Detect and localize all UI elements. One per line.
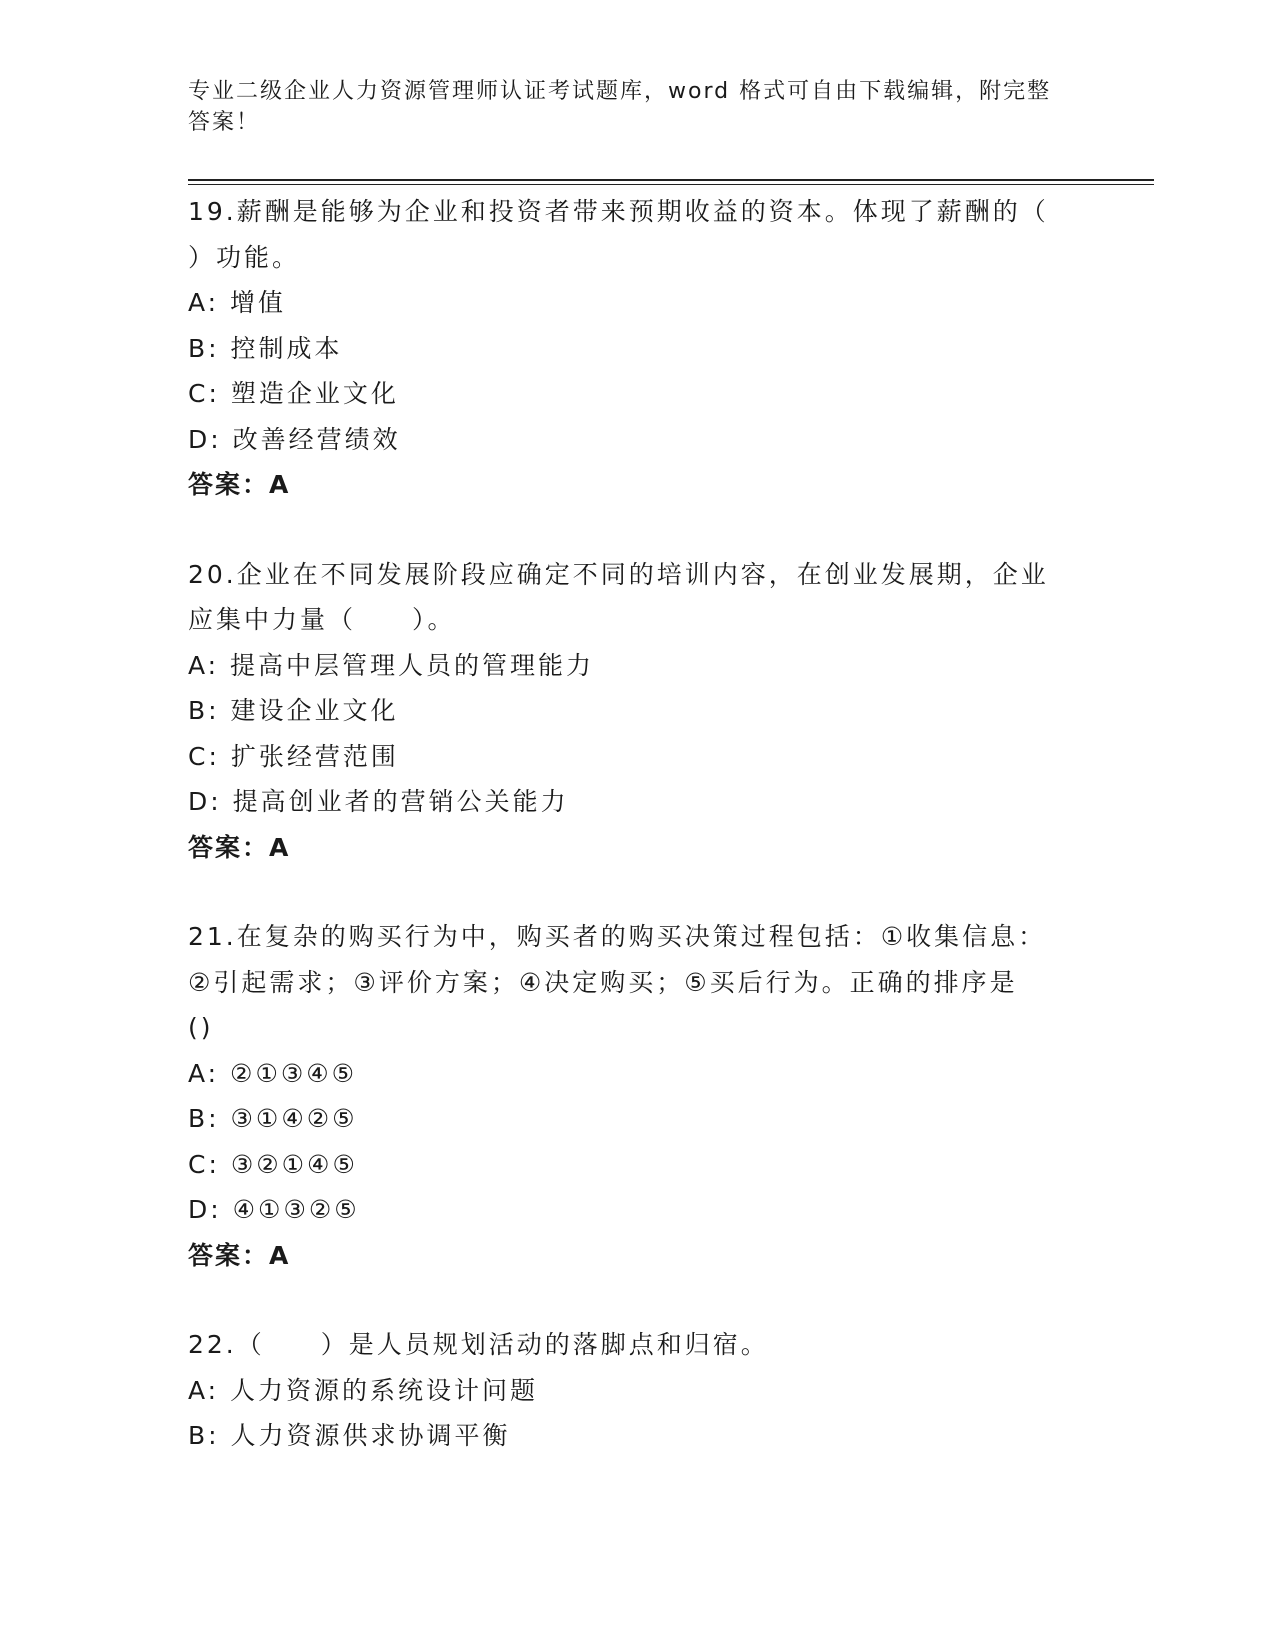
answer-line: 答案：A [188,832,291,862]
question-stem [188,552,1088,643]
option-a: A: 增值 [188,288,287,317]
option-b: B: 建设企业文化 [188,696,399,725]
option-d: D: 改善经营绩效 [188,424,401,454]
question-22 [188,1322,1088,1459]
option-a: A: 人力资源的系统设计问题 [188,1375,539,1405]
header-line: 专业二级企业人力资源管理师认证考试题库，word 格式可自由下载编辑，附完整 [188,79,1052,104]
question-list [188,189,1088,1503]
option-c: C: 塑造企业文化 [188,379,399,408]
header-divider-thin [188,184,1154,185]
option-a: A: 提高中层管理人员的管理能力 [188,650,595,680]
question-20 [188,552,1088,871]
stem-line: 应集中力量（ ）。 [188,605,456,634]
answer-line: 答案：A [188,1240,291,1270]
header-divider-thick [188,179,1154,181]
question-stem [188,189,1088,280]
document-header [188,76,1068,138]
stem-line: ）功能。 [188,242,301,272]
stem-line: ②引起需求；③评价方案；④决定购买；⑤买后行为。正确的排序是 [188,967,1018,997]
option-a: A: ②①③④⑤ [188,1058,358,1088]
option-d: D: ④①③②⑤ [188,1195,360,1224]
question-19 [188,189,1088,508]
option-b: B: 人力资源供求协调平衡 [188,1421,511,1450]
answer-line: 答案：A [188,470,291,499]
option-b: B: 控制成本 [188,333,343,363]
stem-line: 21.在复杂的购买行为中，购买者的购买决策过程包括：①收集信息： [188,922,1047,951]
header-line: 答案！ [188,110,261,135]
option-b: B: ③①④②⑤ [188,1104,358,1133]
stem-line: 20.企业在不同发展阶段应确定不同的培训内容，在创业发展期，企业 [188,559,1049,589]
option-c: C: 扩张经营范围 [188,741,399,771]
question-stem [188,1322,1088,1368]
stem-line: 22.（ ）是人员规划活动的落脚点和归宿。 [188,1330,769,1359]
question-stem [188,914,1088,1051]
option-d: D: 提高创业者的营销公关能力 [188,787,569,816]
stem-line: 19.薪酬是能够为企业和投资者带来预期收益的资本。体现了薪酬的（ [188,197,1049,226]
question-21 [188,914,1088,1278]
option-c: C: ③②①④⑤ [188,1149,358,1179]
stem-line: () [188,1013,214,1042]
